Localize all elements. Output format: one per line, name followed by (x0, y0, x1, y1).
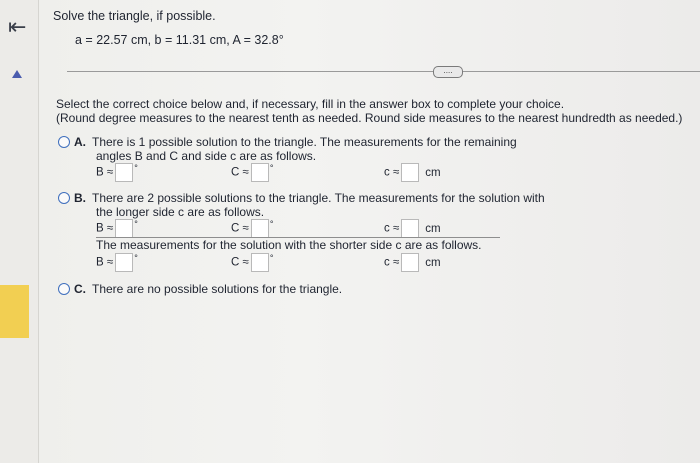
angle-b-input[interactable] (115, 163, 133, 182)
option-a-letter: A. (74, 135, 86, 149)
option-b-text-2: the longer side c are as follows. (96, 205, 265, 219)
side-c-label: c ≈ (384, 222, 400, 235)
instructions (56, 97, 682, 125)
side-c-label: c ≈ (384, 256, 400, 269)
unit-cm: cm (425, 222, 441, 235)
degree-symbol: ° (269, 163, 274, 173)
degree-symbol: ° (269, 253, 274, 263)
option-b2-side-c (384, 253, 441, 272)
section-divider (67, 71, 700, 72)
option-c[interactable] (58, 282, 342, 296)
side-c1-input[interactable] (401, 219, 419, 238)
angle-c-label: C ≈ (231, 166, 249, 179)
side-c-input[interactable] (401, 163, 419, 182)
angle-c-label: C ≈ (231, 222, 249, 235)
angle-b-label: B ≈ (96, 256, 114, 269)
option-c-radio[interactable] (58, 283, 70, 295)
option-a-radio[interactable] (58, 136, 70, 148)
option-b1-side-c (384, 219, 441, 238)
option-b-longer-answers (96, 219, 476, 239)
question-panel (39, 0, 700, 463)
option-b1-angle-b (96, 219, 138, 238)
unit-cm: cm (425, 166, 441, 179)
option-b2-angle-b (96, 253, 138, 272)
option-a-angle-b (96, 163, 138, 182)
angle-c-input[interactable] (251, 163, 269, 182)
option-a-answers (96, 163, 476, 183)
option-a-text: There is 1 possible solution to the triangle. The measurements for the remaining (92, 135, 517, 149)
side-c2-input[interactable] (401, 253, 419, 272)
angle-b1-input[interactable] (115, 219, 133, 238)
angle-c2-input[interactable] (251, 253, 269, 272)
degree-symbol: ° (269, 219, 274, 229)
collapse-triangle-icon[interactable] (12, 70, 22, 78)
instructions-line1: Select the correct choice below and, if necessary, fill in the answer box to complete your choice. (56, 97, 565, 111)
option-b-text-3: The measurements for the solution with the shorter side c are as follows. (96, 238, 482, 252)
given-values: a = 22.57 cm, b = 11.31 cm, A = 32.8° (75, 33, 284, 47)
angle-c-label: C ≈ (231, 256, 249, 269)
option-b2-angle-c (231, 253, 273, 272)
degree-symbol: ° (134, 253, 138, 263)
option-b-text: There are 2 possible solutions to the triangle. The measurements for the solution with (92, 191, 545, 205)
angle-b-label: B ≈ (96, 222, 114, 235)
degree-symbol: ° (134, 163, 138, 173)
degree-symbol: ° (134, 219, 138, 229)
problem-title: Solve the triangle, if possible. (53, 9, 216, 23)
option-b-radio[interactable] (58, 192, 70, 204)
option-a-text-2: angles B and C and side c are as follows. (96, 149, 317, 163)
option-a-angle-c (231, 163, 273, 182)
option-a-side-c (384, 163, 441, 182)
expand-more-button[interactable]: .... (433, 66, 463, 78)
option-c-letter: C. (74, 282, 86, 296)
option-c-text: There are no possible solutions for the triangle. (92, 282, 343, 296)
back-arrow-icon[interactable]: ⇤ (8, 14, 27, 39)
option-b-shorter-answers (96, 253, 476, 273)
unit-cm: cm (425, 256, 441, 269)
left-rail (0, 0, 39, 463)
angle-c1-input[interactable] (251, 219, 269, 238)
option-b1-angle-c (231, 219, 273, 238)
option-b[interactable] (58, 191, 545, 205)
angle-b2-input[interactable] (115, 253, 133, 272)
angle-b-label: B ≈ (96, 166, 114, 179)
side-c-label: c ≈ (384, 166, 400, 179)
accent-tab (0, 285, 29, 338)
option-b-letter: B. (74, 191, 86, 205)
instructions-line2: (Round degree measures to the nearest tenth as needed. Round side measures to the nearest hundredth as needed.) (56, 111, 683, 125)
option-a[interactable] (58, 135, 517, 149)
